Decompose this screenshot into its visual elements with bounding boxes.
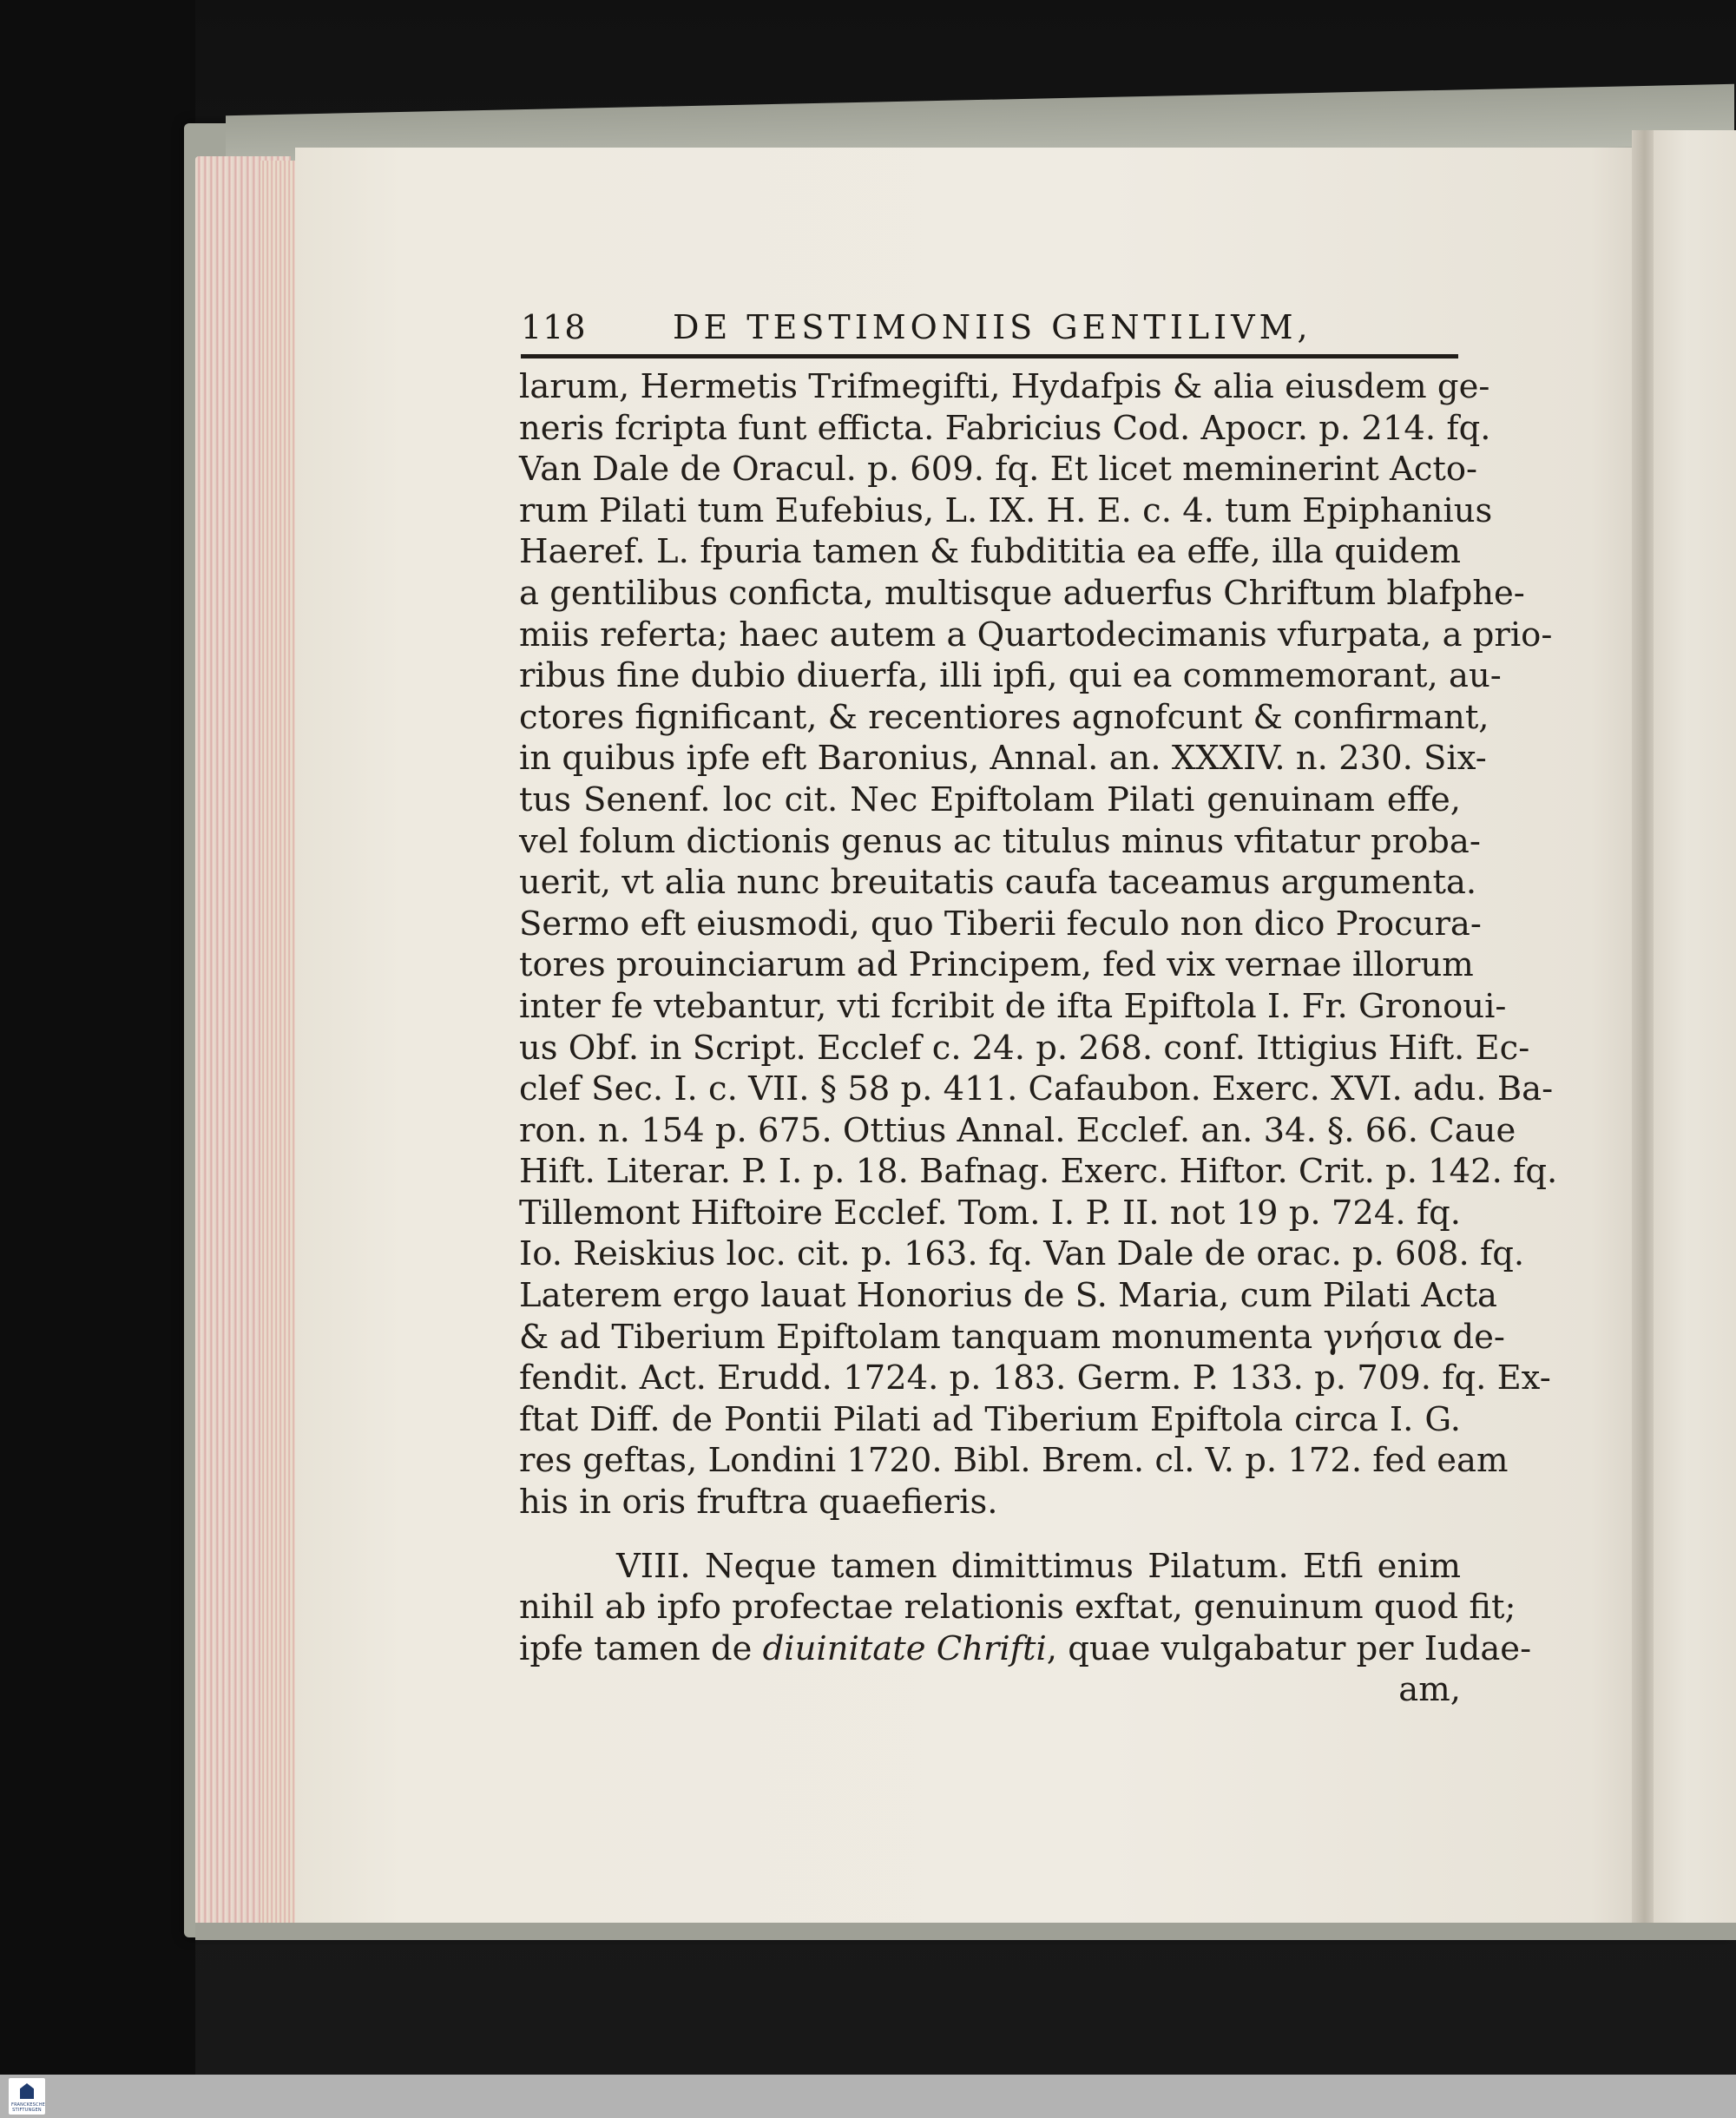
running-head: DE TESTIMONIIS GENTILIVM, [673,308,1312,346]
building-icon [20,2083,34,2099]
text-line: us Obf. in Script. Ecclef c. 24. p. 268. conf. Ittigius Hift. Ec- [519,1028,1530,1068]
text-line: his in oris fruftra quaefieris. [519,1483,998,1523]
text-line: ribus fine dubio diuerfa, illi ipfi, qui ea commemorant, au- [519,656,1502,696]
text-line: inter fe vtebantur, vti fcribit de ifta Epiftola I. Fr. Gronoui- [519,986,1507,1026]
text-line: Laterem ergo lauat Honorius de S. Maria, cum Pilati Acta [519,1276,1497,1316]
italic-phrase: diuinitate Chrifti [762,1628,1047,1668]
section-viii-line: nihil ab ipfo profectae relationis exftat, genuinum quod fit; [519,1588,1516,1628]
text-line: ron. n. 154 p. 675. Ottius Annal. Ecclef. an. 34. §. 66. Caue [519,1110,1516,1150]
text-line: larum, Hermetis Trifmegifti, Hydafpis & alia eiusdem ge- [519,367,1490,406]
catchword: am, [1398,1670,1461,1710]
text-line: Haeref. L. fpuria tamen & fubdititia ea effe, illa quidem [519,532,1461,572]
text-line: ftat Diff. de Pontii Pilati ad Tiberium Epiftola circa I. G. [519,1399,1461,1439]
text-line: Hift. Literar. P. I. p. 18. Bafnag. Exerc. Hiftor. Crit. p. 142. fq. [519,1152,1558,1192]
section-viii-line: VIII. Neque tamen dimittimus Pilatum. Etfi enim [616,1546,1461,1586]
text-line: res geftas, Londini 1720. Bibl. Brem. cl. V. p. 172. fed eam [519,1441,1509,1481]
text-line: clef Sec. I. c. VII. § 58 p. 411. Cafaubon. Exerc. XVI. adu. Ba- [519,1069,1554,1109]
text-line: miis referta; haec autem a Quartodecimanis vfurpata, a prio- [519,615,1553,654]
logo-text: FRANCKESCHE STIFTUNGEN [11,2102,46,2113]
text-line: Van Dale de Oracul. p. 609. fq. Et licet meminerint Acto- [519,450,1478,490]
page-number: 118 [521,308,587,346]
text-line: in quibus ipfe eft Baronius, Annal. an. XXXIV. n. 230. Six- [519,739,1487,779]
line-text-start: ipfe tamen de [519,1628,763,1668]
book-cover-bottom-edge [195,1923,1736,1940]
body-text [519,366,1558,1711]
text-line: ctores fignificant, & recentiores agnofcunt & confirmant, [519,697,1489,737]
text-line: Sermo eft eiusmodi, quo Tiberii feculo non dico Procura- [519,904,1482,944]
paragraph-gap [519,1523,1461,1546]
viewer-footer [0,2075,1736,2118]
page-header [521,308,1458,357]
text-line: fendit. Act. Erudd. 1724. p. 183. Germ. P. 133. p. 709. fq. Ex- [519,1358,1551,1398]
text-line: rum Pilati tum Eufebius, L. IX. H. E. c. 4. tum Epiphanius [519,490,1493,530]
text-line: Io. Reiskius loc. cit. p. 163. fq. Van Dale de orac. p. 608. fq. [519,1234,1525,1274]
text-line: uerit, vt alia nunc breuitatis caufa taceamus argumenta. [519,863,1477,903]
text-line: Tillemont Hiftoire Ecclef. Tom. I. P. II. not 19 p. 724. fq. [519,1193,1461,1233]
text-line: a gentilibus conficta, multisque aduerfus Chriftum blafphe- [519,573,1525,613]
facing-page-edge [1654,130,1736,1936]
section-viii-line [519,1628,1532,1670]
left-shadow [0,0,195,2075]
line-text-end: , quae vulgabatur per Iudae- [1046,1628,1532,1668]
text-line: tus Senenf. loc cit. Nec Epiftolam Pilati genuinam effe, [519,779,1461,819]
text-line: tores prouinciarum ad Principem, fed vix vernae illorum [519,945,1474,985]
text-line: & ad Tiberium Epiftolam tanquam monumenta γνήσια de- [519,1317,1505,1357]
text-line: vel folum dictionis genus ac titulus minus vfitatur proba- [519,821,1481,861]
franckesche-logo[interactable] [9,2078,45,2115]
header-rule [521,354,1458,358]
text-line: neris fcripta funt efficta. Fabricius Cod. Apocr. p. 214. fq. [519,408,1491,448]
